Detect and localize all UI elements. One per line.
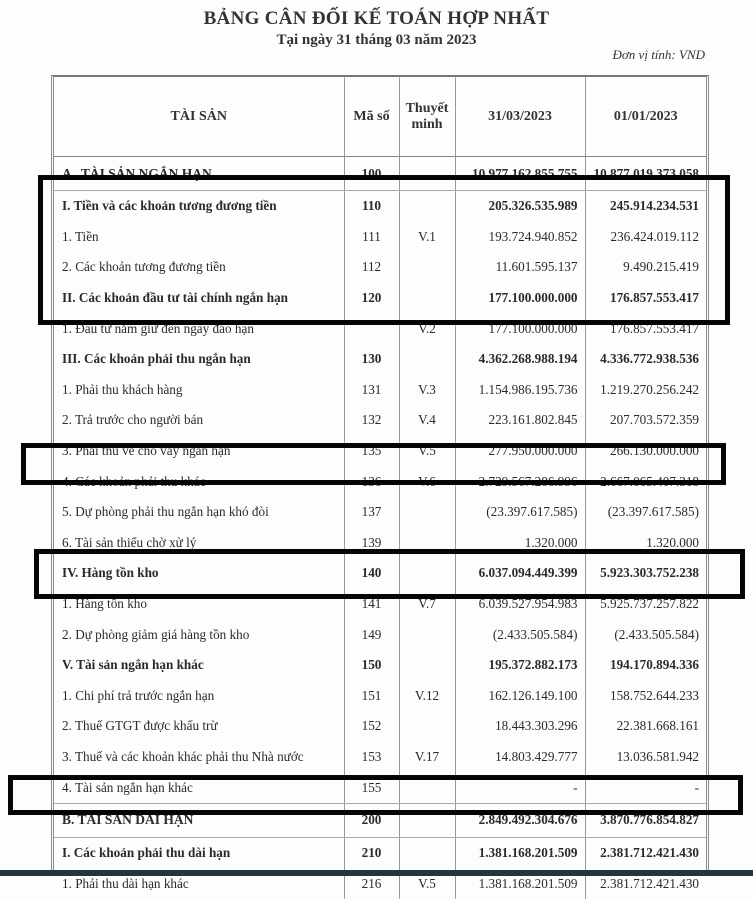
row-note — [399, 528, 455, 559]
row-value-period-end: 4.362.268.988.194 — [455, 344, 585, 375]
row-code: 141 — [344, 589, 399, 620]
row-code: 110 — [344, 191, 399, 222]
row-value-period-start: 4.336.772.938.536 — [585, 344, 706, 375]
row-note — [399, 837, 455, 868]
row-value-period-end: 193.724.940.852 — [455, 222, 585, 253]
row-code: 210 — [344, 837, 399, 868]
row-value-period-end: 1.381.168.201.509 — [455, 868, 585, 899]
row-note — [399, 344, 455, 375]
row-label: V. Tài sản ngắn hạn khác — [54, 650, 344, 681]
table-row — [54, 497, 706, 528]
row-code: 135 — [344, 436, 399, 467]
balance-sheet-table-container — [51, 75, 709, 876]
table-row — [54, 681, 706, 712]
row-note — [399, 497, 455, 528]
row-code: 120 — [344, 283, 399, 314]
row-value-period-start: 176.857.553.417 — [585, 283, 706, 314]
table-row — [54, 466, 706, 497]
row-value-period-start: 1.219.270.256.242 — [585, 375, 706, 406]
row-value-period-end: 2.729.567.286.996 — [455, 466, 585, 497]
table-row — [54, 405, 706, 436]
row-value-period-end: 205.326.535.989 — [455, 191, 585, 222]
row-code: 139 — [344, 528, 399, 559]
row-value-period-start: 266.130.000.000 — [585, 436, 706, 467]
table-row — [54, 772, 706, 803]
balance-sheet-table — [54, 77, 706, 899]
row-code: 130 — [344, 344, 399, 375]
row-value-period-start: - — [585, 772, 706, 803]
row-value-period-end: 277.950.000.000 — [455, 436, 585, 467]
row-value-period-end: 177.100.000.000 — [455, 313, 585, 344]
row-value-period-end: 1.320.000 — [455, 528, 585, 559]
table-row — [54, 157, 706, 191]
row-code: 153 — [344, 742, 399, 773]
row-value-period-end: 177.100.000.000 — [455, 283, 585, 314]
row-label: 3. Phải thu về cho vay ngắn hạn — [54, 436, 344, 467]
row-value-period-end: 223.161.802.845 — [455, 405, 585, 436]
row-label: 1. Đầu tư nắm giữ đến ngày đáo hạn — [54, 313, 344, 344]
row-value-period-end: 14.803.429.777 — [455, 742, 585, 773]
row-note — [399, 650, 455, 681]
row-code: 150 — [344, 650, 399, 681]
row-code: 132 — [344, 405, 399, 436]
row-value-period-end: 6.037.094.449.399 — [455, 558, 585, 589]
row-label: 3. Thuế và các khoản khác phải thu Nhà nước — [54, 742, 344, 773]
bottom-edge-bar — [0, 870, 753, 876]
row-value-period-start: 245.914.234.531 — [585, 191, 706, 222]
row-label: 5. Dự phòng phải thu ngắn hạn khó đòi — [54, 497, 344, 528]
row-note — [399, 619, 455, 650]
table-row — [54, 252, 706, 283]
table-row — [54, 837, 706, 868]
row-code — [344, 313, 399, 344]
row-note — [399, 157, 455, 191]
row-value-period-end: 195.372.882.173 — [455, 650, 585, 681]
table-row — [54, 375, 706, 406]
row-note: V.1 — [399, 222, 455, 253]
row-label: 1. Phải thu dài hạn khác — [54, 868, 344, 899]
row-value-period-start: 207.703.572.359 — [585, 405, 706, 436]
row-value-period-start: 2.381.712.421.430 — [585, 837, 706, 868]
table-row — [54, 222, 706, 253]
row-note: V.3 — [399, 375, 455, 406]
table-row — [54, 711, 706, 742]
row-value-period-end: 6.039.527.954.983 — [455, 589, 585, 620]
row-code: 111 — [344, 222, 399, 253]
row-code: 136 — [344, 466, 399, 497]
currency-unit-label: Đơn vị tính: VND — [612, 47, 705, 63]
row-value-period-start: 1.320.000 — [585, 528, 706, 559]
row-code: 131 — [344, 375, 399, 406]
table-row — [54, 313, 706, 344]
row-label: 1. Hàng tồn kho — [54, 589, 344, 620]
row-value-period-start: 194.170.894.336 — [585, 650, 706, 681]
row-value-period-start: 5.925.737.257.822 — [585, 589, 706, 620]
header-code: Mã số — [344, 77, 399, 157]
row-value-period-end: 11.601.595.137 — [455, 252, 585, 283]
row-value-period-end: (2.433.505.584) — [455, 619, 585, 650]
row-code: 155 — [344, 772, 399, 803]
row-value-period-end: 1.154.986.195.736 — [455, 375, 585, 406]
row-code: 100 — [344, 157, 399, 191]
document-subtitle: Tại ngày 31 tháng 03 năm 2023 — [0, 32, 753, 49]
row-label: II. Các khoản đầu tư tài chính ngắn hạn — [54, 283, 344, 314]
row-code: 112 — [344, 252, 399, 283]
row-value-period-start: 176.857.553.417 — [585, 313, 706, 344]
row-note: V.5 — [399, 436, 455, 467]
row-value-period-start: 5.923.303.752.238 — [585, 558, 706, 589]
table-row — [54, 344, 706, 375]
row-value-period-start: 158.752.644.233 — [585, 681, 706, 712]
table-body — [54, 157, 706, 899]
table-row — [54, 558, 706, 589]
table-header-row — [54, 77, 706, 157]
row-note — [399, 772, 455, 803]
row-label: 2. Dự phòng giảm giá hàng tồn kho — [54, 619, 344, 650]
row-label: 6. Tài sản thiếu chờ xử lý — [54, 528, 344, 559]
row-value-period-end: 18.443.303.296 — [455, 711, 585, 742]
row-code: 149 — [344, 619, 399, 650]
row-note — [399, 711, 455, 742]
row-code: 140 — [344, 558, 399, 589]
row-note — [399, 803, 455, 837]
table-row — [54, 436, 706, 467]
row-label: III. Các khoản phải thu ngắn hạn — [54, 344, 344, 375]
row-value-period-start: 10.877.019.373.058 — [585, 157, 706, 191]
table-row — [54, 191, 706, 222]
row-value-period-end: 10.977.162.855.755 — [455, 157, 585, 191]
row-value-period-end: 1.381.168.201.509 — [455, 837, 585, 868]
document-title: BẢNG CÂN ĐỐI KẾ TOÁN HỢP NHẤT — [0, 8, 753, 30]
row-note: V.5 — [399, 868, 455, 899]
table-row — [54, 803, 706, 837]
row-value-period-start: 2.667.065.407.318 — [585, 466, 706, 497]
row-value-period-start: 236.424.019.112 — [585, 222, 706, 253]
row-label: I. Các khoản phải thu dài hạn — [54, 837, 344, 868]
row-note: V.4 — [399, 405, 455, 436]
row-label: 1. Tiền — [54, 222, 344, 253]
row-label: 4. Tài sản ngắn hạn khác — [54, 772, 344, 803]
header-assets: TÀI SẢN — [54, 77, 344, 157]
table-row — [54, 528, 706, 559]
header-note: Thuyết minh — [399, 77, 455, 157]
row-value-period-end: (23.397.617.585) — [455, 497, 585, 528]
row-note: V.6 — [399, 466, 455, 497]
row-label: 2. Các khoản tương đương tiền — [54, 252, 344, 283]
row-note: V.12 — [399, 681, 455, 712]
row-label: A . TÀI SẢN NGẮN HẠN — [54, 157, 344, 191]
table-row — [54, 742, 706, 773]
row-value-period-start: (2.433.505.584) — [585, 619, 706, 650]
row-value-period-end: 162.126.149.100 — [455, 681, 585, 712]
row-value-period-end: - — [455, 772, 585, 803]
row-value-period-start: 2.381.712.421.430 — [585, 868, 706, 899]
row-value-period-start: 3.870.776.854.827 — [585, 803, 706, 837]
row-code: 200 — [344, 803, 399, 837]
row-label: B. TÀI SẢN DÀI HẠN — [54, 803, 344, 837]
row-code: 137 — [344, 497, 399, 528]
row-note — [399, 283, 455, 314]
row-value-period-start: 22.381.668.161 — [585, 711, 706, 742]
row-code: 151 — [344, 681, 399, 712]
row-label: 1. Phải thu khách hàng — [54, 375, 344, 406]
row-label: 4. Các khoản phải thu khác — [54, 466, 344, 497]
row-code: 216 — [344, 868, 399, 899]
header-period-start: 01/01/2023 — [585, 77, 706, 157]
table-row — [54, 619, 706, 650]
table-row — [54, 650, 706, 681]
row-value-period-end: 2.849.492.304.676 — [455, 803, 585, 837]
row-label: I. Tiền và các khoản tương đương tiền — [54, 191, 344, 222]
row-note — [399, 191, 455, 222]
row-note: V.2 — [399, 313, 455, 344]
table-row — [54, 589, 706, 620]
row-note: V.7 — [399, 589, 455, 620]
row-label: 1. Chi phí trả trước ngắn hạn — [54, 681, 344, 712]
row-note — [399, 558, 455, 589]
row-value-period-start: 9.490.215.419 — [585, 252, 706, 283]
row-note: V.17 — [399, 742, 455, 773]
header-period-end: 31/03/2023 — [455, 77, 585, 157]
row-code: 152 — [344, 711, 399, 742]
row-label: IV. Hàng tồn kho — [54, 558, 344, 589]
row-note — [399, 252, 455, 283]
row-label: 2. Thuế GTGT được khấu trừ — [54, 711, 344, 742]
row-value-period-start: 13.036.581.942 — [585, 742, 706, 773]
table-row — [54, 283, 706, 314]
row-value-period-start: (23.397.617.585) — [585, 497, 706, 528]
row-label: 2. Trả trước cho người bán — [54, 405, 344, 436]
